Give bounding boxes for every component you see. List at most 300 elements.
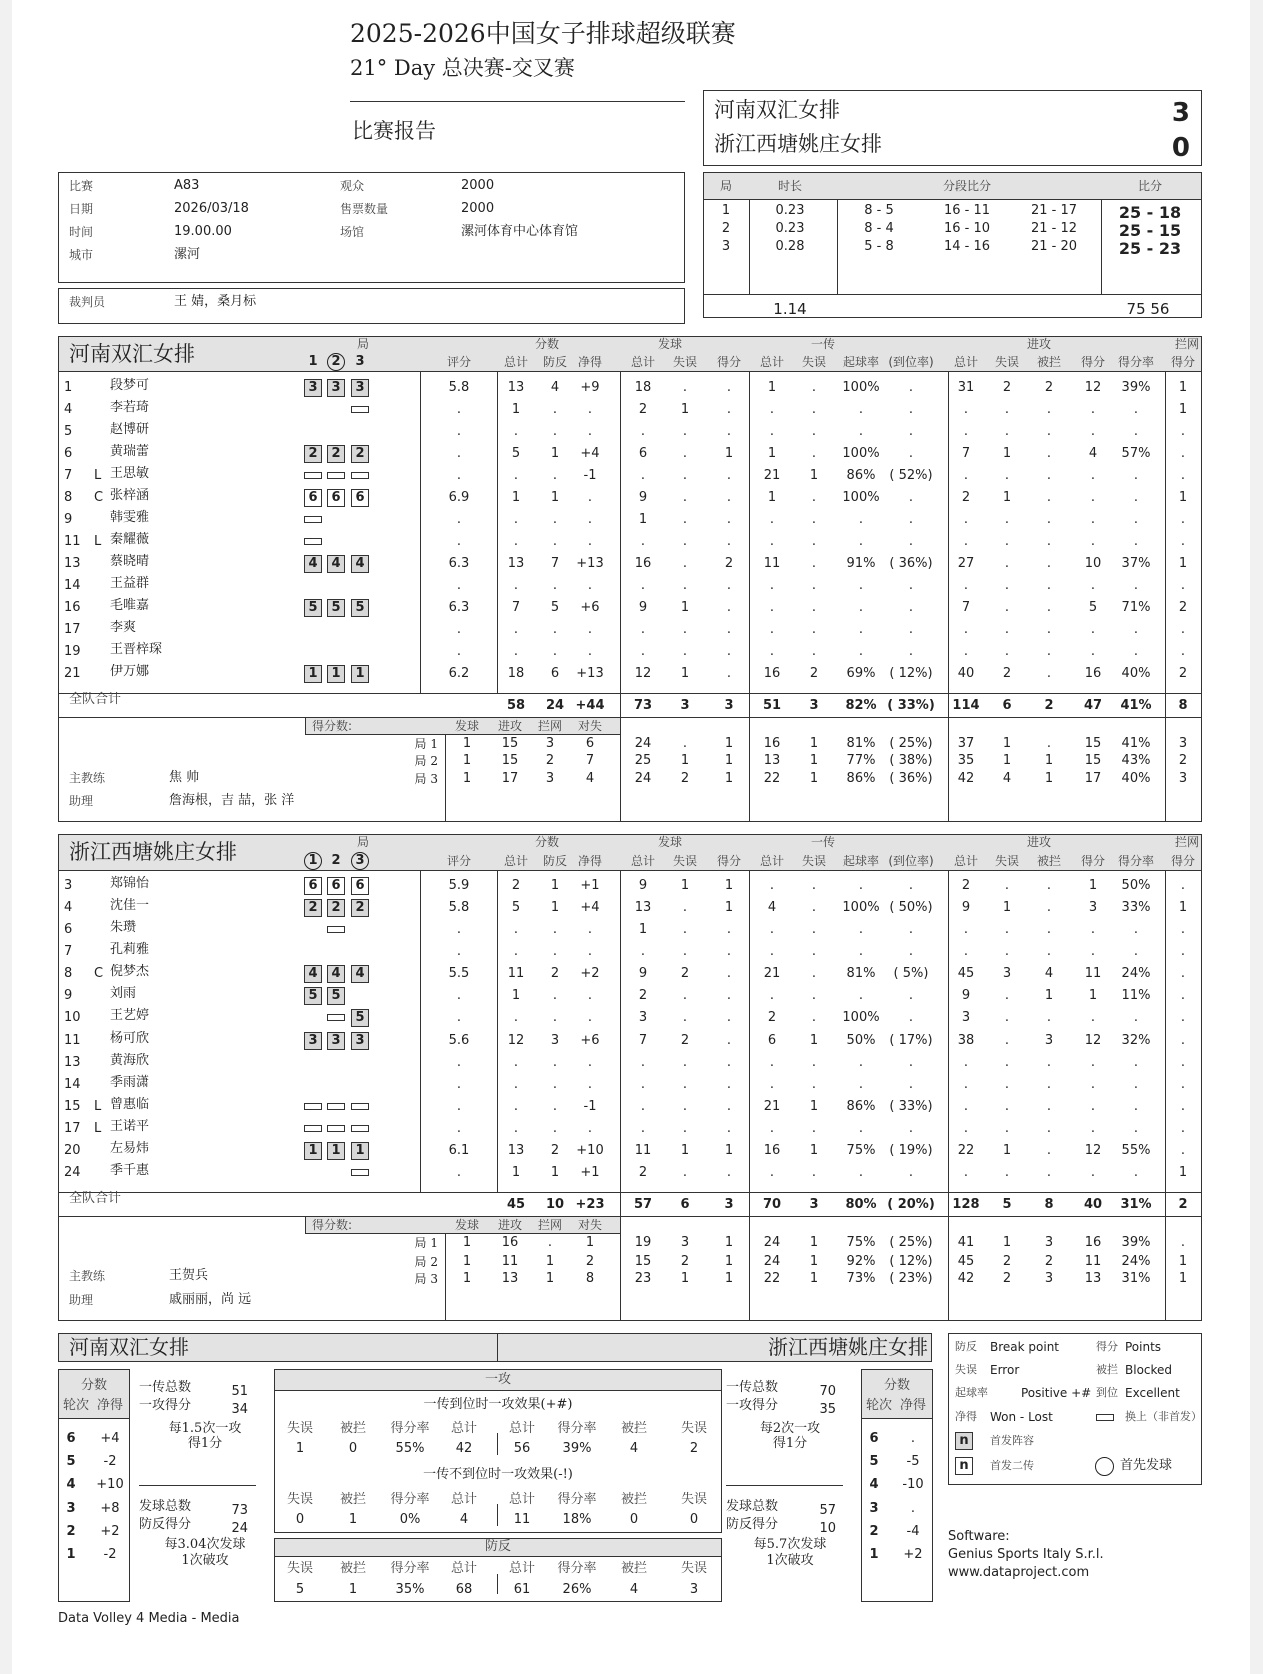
player-stat: 2 xyxy=(1044,380,1054,395)
player-stat: . xyxy=(726,1165,732,1181)
team-total-value: 73 xyxy=(633,698,653,713)
summary-label: 一传总数 xyxy=(726,1380,779,1395)
set-stat-value: 1 xyxy=(680,753,690,768)
set-stat-value: 22 xyxy=(763,771,781,786)
software-credit: Genius Sports Italy S.r.l. xyxy=(948,1547,1104,1562)
player-stat: . xyxy=(769,1054,775,1070)
player-stat: . xyxy=(769,622,775,637)
player-stat: . xyxy=(682,1010,688,1026)
column-header: 被拦 xyxy=(1036,854,1062,868)
player-stat: . xyxy=(811,424,817,439)
set-stat-value: 19 xyxy=(634,1235,652,1250)
player-stat: . xyxy=(1004,988,1010,1004)
player-stat: . xyxy=(587,512,593,527)
player-stat: . xyxy=(811,578,817,593)
partial-score: 16 - 11 xyxy=(943,203,991,218)
player-stat: . xyxy=(1004,402,1010,417)
summary-value: 34 xyxy=(231,1402,248,1417)
player-stat: . xyxy=(513,424,519,439)
team-total-value: 6 xyxy=(680,1197,690,1212)
player-stat: . xyxy=(552,622,558,637)
summary-home-name: 河南双汇女排 xyxy=(69,1335,189,1359)
referee-names: 王 婧，桑月标 xyxy=(174,294,257,309)
player-stat: . xyxy=(811,1076,817,1092)
player-stat: . xyxy=(552,1054,558,1070)
player-stat: 3 xyxy=(1044,1032,1054,1048)
player-stat: . xyxy=(769,402,775,417)
player-stat: . xyxy=(908,988,914,1004)
set-stat-value: 1 xyxy=(1044,753,1054,768)
player-stat: . xyxy=(811,966,817,982)
player-stat: 16 xyxy=(763,1142,781,1158)
rotation-net: -2 xyxy=(103,1454,117,1470)
player-stat: . xyxy=(513,622,519,637)
player-stat: 18 xyxy=(507,666,525,681)
player-stat: 1 xyxy=(1002,900,1012,916)
player-stat: . xyxy=(1004,1165,1010,1181)
starting-position-box: 5 xyxy=(304,987,322,1005)
player-stat: . xyxy=(456,578,462,593)
set-scoring-value: 3 xyxy=(545,771,555,786)
starting-position-box: 5 xyxy=(327,987,345,1005)
substitution-icon xyxy=(351,1169,369,1176)
player-stat: . xyxy=(587,1076,593,1092)
player-stat: . xyxy=(456,402,462,417)
player-stat: . xyxy=(1133,534,1139,549)
player-stat: . xyxy=(513,468,519,483)
player-stat: . xyxy=(1090,1120,1096,1136)
set-stat-value: 2 xyxy=(1044,1254,1054,1269)
player-stat: . xyxy=(640,1076,646,1092)
player-role: C xyxy=(94,966,104,982)
team-total-value: 8 xyxy=(1044,1197,1054,1212)
player-number: 8 xyxy=(64,490,73,505)
player-name: 季雨潇 xyxy=(110,1074,150,1090)
set-score: 25 - 23 xyxy=(1118,239,1182,258)
player-stat: 3 xyxy=(961,1010,971,1026)
set-stat-value: 1 xyxy=(809,1235,819,1250)
player-stat: . xyxy=(811,512,817,527)
player-stat: . xyxy=(811,1165,817,1181)
player-number: 6 xyxy=(64,922,73,938)
column-group-header: 拦网 xyxy=(1174,337,1200,351)
column-group-header: 分数 xyxy=(534,337,560,351)
substitution-icon xyxy=(304,538,322,545)
player-stat: 1 xyxy=(511,1165,521,1181)
summary-ratio: 每2次一攻 xyxy=(759,1421,821,1436)
player-stat: 12 xyxy=(1084,1032,1102,1048)
player-stat: . xyxy=(769,1165,775,1181)
column-group-header: 一传 xyxy=(810,835,836,849)
player-stat: . xyxy=(726,380,732,395)
set-scoring-value: 17 xyxy=(501,771,519,786)
player-stat: 71% xyxy=(1121,600,1151,615)
player-stat: . xyxy=(811,446,817,461)
starting-position-box: 2 xyxy=(351,899,369,917)
player-stat: . xyxy=(640,1120,646,1136)
set-stat-value: 24 xyxy=(763,1254,781,1269)
starting-position-box: 5 xyxy=(351,1009,369,1027)
player-stat: . xyxy=(726,534,732,549)
player-stat: . xyxy=(1004,556,1010,571)
sideout-negative-value: 0 xyxy=(629,1512,639,1527)
divider xyxy=(274,1556,722,1557)
divider xyxy=(420,371,421,693)
column-group-header: 发球 xyxy=(657,337,683,351)
player-stat: +6 xyxy=(580,1032,600,1048)
player-number: 11 xyxy=(64,534,81,549)
player-stat: . xyxy=(1046,1165,1052,1181)
player-stat: . xyxy=(1133,1165,1139,1181)
player-stat: . xyxy=(1004,512,1010,527)
player-stat: . xyxy=(1180,1076,1186,1092)
team-total-value: 47 xyxy=(1083,698,1103,713)
rotation-number: 6 xyxy=(66,1431,76,1446)
set-stat-value: 1 xyxy=(1002,753,1012,768)
team-name: 浙江西塘姚庄女排 xyxy=(69,840,237,864)
player-stat: 1 xyxy=(767,446,777,461)
player-stat: . xyxy=(640,644,646,659)
rotation-net: -4 xyxy=(906,1523,920,1539)
column-header: 得分率 xyxy=(1117,854,1155,868)
player-stat: . xyxy=(726,402,732,417)
player-stat: . xyxy=(726,490,732,505)
player-number: 17 xyxy=(64,1120,81,1136)
team-total-value: 3 xyxy=(809,1197,819,1212)
player-stat: . xyxy=(456,534,462,549)
player-stat: ( 50%) xyxy=(889,900,933,916)
set-stat-value: 31% xyxy=(1121,1271,1151,1286)
player-stat: 81% xyxy=(846,966,876,982)
set-stat-value: 86% xyxy=(846,771,876,786)
set-stat-value: 1 xyxy=(809,753,819,768)
player-stat: . xyxy=(1046,944,1052,960)
player-stat: 1 xyxy=(550,490,560,505)
player-number: 9 xyxy=(64,512,73,527)
summary-value: 57 xyxy=(819,1503,836,1518)
match-report-page xyxy=(12,0,1250,1674)
player-stat: ( 33%) xyxy=(889,1098,933,1114)
partial-score: 8 - 5 xyxy=(864,203,894,218)
rotation-number: 1 xyxy=(869,1547,879,1562)
summary-ratio: 每3.04次发球 xyxy=(164,1537,246,1552)
starting-position-box: 4 xyxy=(351,555,369,573)
player-stat: . xyxy=(963,534,969,549)
player-stat: 4 xyxy=(550,380,560,395)
player-stat: . xyxy=(1004,468,1010,483)
player-stat: . xyxy=(1180,424,1186,439)
assistant-names: 詹海根，吉 喆，张 洋 xyxy=(169,793,295,808)
team-total-value: +44 xyxy=(575,698,605,713)
player-stat: 11% xyxy=(1121,988,1151,1004)
divider xyxy=(1165,870,1166,1321)
player-stat: . xyxy=(908,402,914,417)
substitution-icon xyxy=(351,1125,369,1132)
partial-score: 16 - 10 xyxy=(943,221,991,236)
player-number: 5 xyxy=(64,424,73,439)
scoring-label: 得分数: xyxy=(312,1218,353,1232)
player-stat: . xyxy=(726,966,732,982)
player-stat: . xyxy=(587,490,593,505)
team-total-value: 70 xyxy=(762,1197,782,1212)
player-stat: . xyxy=(908,1165,914,1181)
player-stat: 10 xyxy=(1084,556,1102,571)
player-stat: 1 xyxy=(767,490,777,505)
info-value: 2000 xyxy=(461,178,495,193)
breakpoint-col: 被拦 xyxy=(339,1561,367,1576)
starting-position-box: 2 xyxy=(327,899,345,917)
player-stat: 5 xyxy=(511,446,521,461)
rotation-col: 净得 xyxy=(96,1398,124,1413)
rotation-net: -5 xyxy=(906,1454,920,1470)
player-stat: . xyxy=(1133,1054,1139,1070)
sideout-positive-value: 0 xyxy=(348,1441,358,1456)
player-stat: 2 xyxy=(1002,380,1012,395)
rotation-net: +4 xyxy=(100,1431,120,1446)
starting-position-box: 4 xyxy=(327,965,345,983)
player-stat: 5 xyxy=(511,900,521,916)
set-scoring-value: 1 xyxy=(462,1235,472,1250)
player-name: 黄海欣 xyxy=(110,1052,150,1068)
player-stat: 31 xyxy=(957,380,975,395)
player-stat: 50% xyxy=(846,1032,876,1048)
player-stat: . xyxy=(456,1054,462,1070)
substitution-icon xyxy=(327,1014,345,1021)
player-name: 朱瓒 xyxy=(110,920,137,936)
player-stat: 6 xyxy=(767,1032,777,1048)
set-stat-value: 16 xyxy=(763,736,781,751)
player-stat: ( 5%) xyxy=(893,966,929,982)
player-stat: . xyxy=(456,1165,462,1181)
player-stat: . xyxy=(908,424,914,439)
player-stat: . xyxy=(682,1054,688,1070)
info-label: 场馆 xyxy=(340,225,365,239)
player-stat: 55% xyxy=(1121,1142,1151,1158)
starting-position-box: 4 xyxy=(327,555,345,573)
starting-position-box: n xyxy=(955,1432,973,1450)
first-serve-circle-icon xyxy=(1095,1457,1114,1476)
player-stat: . xyxy=(1133,622,1139,637)
player-stat: . xyxy=(1090,644,1096,659)
player-stat: . xyxy=(1090,1165,1096,1181)
set-scoring-value: 1 xyxy=(462,1254,472,1269)
player-stat: 1 xyxy=(1088,878,1098,893)
away-team-name: 浙江西塘姚庄女排 xyxy=(714,132,882,156)
substitution-icon xyxy=(327,1125,345,1132)
player-stat: 40% xyxy=(1121,666,1151,681)
set-stat-value: 1 xyxy=(809,1254,819,1269)
title-underline xyxy=(350,101,685,102)
assistant-label: 助理 xyxy=(69,794,94,808)
player-stat: 13 xyxy=(507,380,525,395)
summary-ratio: 得1分 xyxy=(187,1436,223,1451)
substitution-icon xyxy=(351,472,369,479)
player-name: 曾惠临 xyxy=(110,1096,150,1112)
player-stat: . xyxy=(769,944,775,960)
first-serve-circle-icon: 1 xyxy=(304,852,322,870)
player-stat: . xyxy=(963,1120,969,1136)
player-stat: . xyxy=(726,1076,732,1092)
player-stat: 13 xyxy=(507,556,525,571)
player-number: 20 xyxy=(64,1142,81,1158)
column-header: 净得 xyxy=(577,355,603,369)
software-credit: Software: xyxy=(948,1529,1010,1544)
player-stat: 21 xyxy=(763,1098,781,1114)
breakpoint-value: 35% xyxy=(395,1582,425,1597)
player-stat: 13 xyxy=(507,1142,525,1158)
starting-position-box: 4 xyxy=(351,965,369,983)
starting-position-box: 4 xyxy=(304,555,322,573)
column-header: 总计 xyxy=(953,854,979,868)
player-stat: 1 xyxy=(550,1165,560,1181)
player-stat: 9 xyxy=(638,490,648,505)
sets-header: 局 xyxy=(719,179,733,193)
player-stat: 16 xyxy=(763,666,781,681)
divider xyxy=(620,371,621,822)
player-stat: 2 xyxy=(550,966,560,982)
set-stat-value: 1 xyxy=(809,736,819,751)
team-total-value: 3 xyxy=(724,1197,734,1212)
set-scoring-value: 1 xyxy=(462,1271,472,1286)
player-stat: 9 xyxy=(638,878,648,893)
player-stat: 13 xyxy=(634,900,652,916)
divider xyxy=(749,870,750,1321)
set-stat-value: 1 xyxy=(724,1235,734,1250)
sideout-negative-title: 一传不到位时一攻效果(-!) xyxy=(423,1467,573,1482)
player-stat: 1 xyxy=(724,878,734,893)
player-stat: 5.5 xyxy=(448,966,470,982)
player-stat: 1 xyxy=(680,1142,690,1158)
set-stat-value: 22 xyxy=(763,1271,781,1286)
player-stat: . xyxy=(1180,446,1186,461)
player-stat: . xyxy=(963,578,969,593)
player-stat: 86% xyxy=(846,468,876,483)
player-stat: . xyxy=(858,512,864,527)
player-stat: . xyxy=(552,944,558,960)
player-stat: 1 xyxy=(724,900,734,916)
player-stat: 1 xyxy=(638,512,648,527)
player-stat: 21 xyxy=(763,966,781,982)
starting-setter-box: 6 xyxy=(351,489,369,507)
player-stat: . xyxy=(858,424,864,439)
starting-position-box: 3 xyxy=(351,379,369,397)
sideout-col: 失误 xyxy=(680,1421,708,1436)
team-stats-table xyxy=(58,336,1202,822)
column-header: 起球率 xyxy=(842,854,880,868)
info-value: 2000 xyxy=(461,201,495,216)
summary-label: 防反得分 xyxy=(726,1517,779,1532)
player-stat: 1 xyxy=(809,1098,819,1114)
player-stat: . xyxy=(908,944,914,960)
legend-meaning: Excellent xyxy=(1125,1386,1180,1400)
player-role: C xyxy=(94,490,104,505)
coach-label: 主教练 xyxy=(69,1269,106,1283)
summary-label: 发球总数 xyxy=(139,1499,192,1514)
player-stat: . xyxy=(858,1165,864,1181)
player-stat: 2 xyxy=(1002,666,1012,681)
set-number: 1 xyxy=(721,203,731,218)
player-stat: . xyxy=(1004,578,1010,593)
column-header: 总计 xyxy=(503,854,529,868)
player-stat: . xyxy=(858,1076,864,1092)
player-stat: 2 xyxy=(638,402,648,417)
set-stat-value: ( 25%) xyxy=(889,736,933,751)
player-stat: . xyxy=(682,1120,688,1136)
player-stat: . xyxy=(1046,534,1052,549)
player-stat: 37% xyxy=(1121,556,1151,571)
player-stat: 1 xyxy=(1178,380,1188,395)
player-stat: 1 xyxy=(1044,988,1054,1004)
summary-value: 35 xyxy=(819,1402,836,1417)
set-stat-value: 1 xyxy=(1044,771,1054,786)
divider xyxy=(749,371,750,822)
player-stat: . xyxy=(963,468,969,483)
set-stat-value: . xyxy=(682,736,688,751)
player-stat: . xyxy=(1004,878,1010,893)
player-stat: . xyxy=(513,1054,519,1070)
breakpoint-col: 得分率 xyxy=(390,1561,430,1576)
info-label: 观众 xyxy=(340,179,365,193)
player-stat: 2 xyxy=(638,988,648,1004)
player-stat: . xyxy=(769,1120,775,1136)
column-group-header: 拦网 xyxy=(1174,835,1200,849)
player-stat: 45 xyxy=(957,966,975,982)
set-stat-value: 73% xyxy=(846,1271,876,1286)
player-stat: . xyxy=(1180,1120,1186,1136)
set-stat-value: 1 xyxy=(1002,736,1012,751)
total-points: 75 56 xyxy=(1126,300,1170,318)
player-stat: . xyxy=(1046,900,1052,916)
sets-header: 比分 xyxy=(1137,179,1163,193)
player-stat: . xyxy=(1046,1076,1052,1092)
team-stats-table xyxy=(58,834,1202,1321)
column-header: 得分 xyxy=(1170,355,1196,369)
summary-value: 51 xyxy=(231,1384,248,1399)
set-scoring-value: 15 xyxy=(501,753,519,768)
player-stat: . xyxy=(1133,644,1139,659)
rotation-number: 5 xyxy=(869,1454,879,1470)
divider xyxy=(726,1485,843,1486)
rotation-col: 轮次 xyxy=(62,1398,90,1413)
player-stat: . xyxy=(1180,878,1186,893)
player-number: 4 xyxy=(64,402,73,417)
player-stat: 6.1 xyxy=(448,1142,470,1158)
set-stat-value: 39% xyxy=(1121,1235,1151,1250)
column-header: 失误 xyxy=(672,854,698,868)
starting-setter-box: 6 xyxy=(304,489,322,507)
set-stat-value: 1 xyxy=(724,1254,734,1269)
player-number: 6 xyxy=(64,446,73,461)
player-stat: . xyxy=(963,922,969,938)
player-stat: . xyxy=(726,944,732,960)
column-header: 被拦 xyxy=(1036,355,1062,369)
column-group-header: 一传 xyxy=(810,337,836,351)
player-number: 13 xyxy=(64,1054,81,1070)
player-stat: 5.6 xyxy=(448,1032,470,1048)
player-name: 蔡晓晴 xyxy=(110,554,150,569)
player-stat: ( 12%) xyxy=(889,666,933,681)
player-stat: 2 xyxy=(767,1010,777,1026)
team-total-value: 128 xyxy=(952,1197,980,1212)
breakpoint-title: 防反 xyxy=(484,1539,512,1554)
player-stat: . xyxy=(1004,644,1010,659)
player-stat: . xyxy=(858,600,864,615)
player-stat: . xyxy=(552,988,558,1004)
player-stat: . xyxy=(1180,1010,1186,1026)
player-stat: . xyxy=(1090,944,1096,960)
player-stat: . xyxy=(963,512,969,527)
starting-position-box: 1 xyxy=(351,1142,369,1160)
